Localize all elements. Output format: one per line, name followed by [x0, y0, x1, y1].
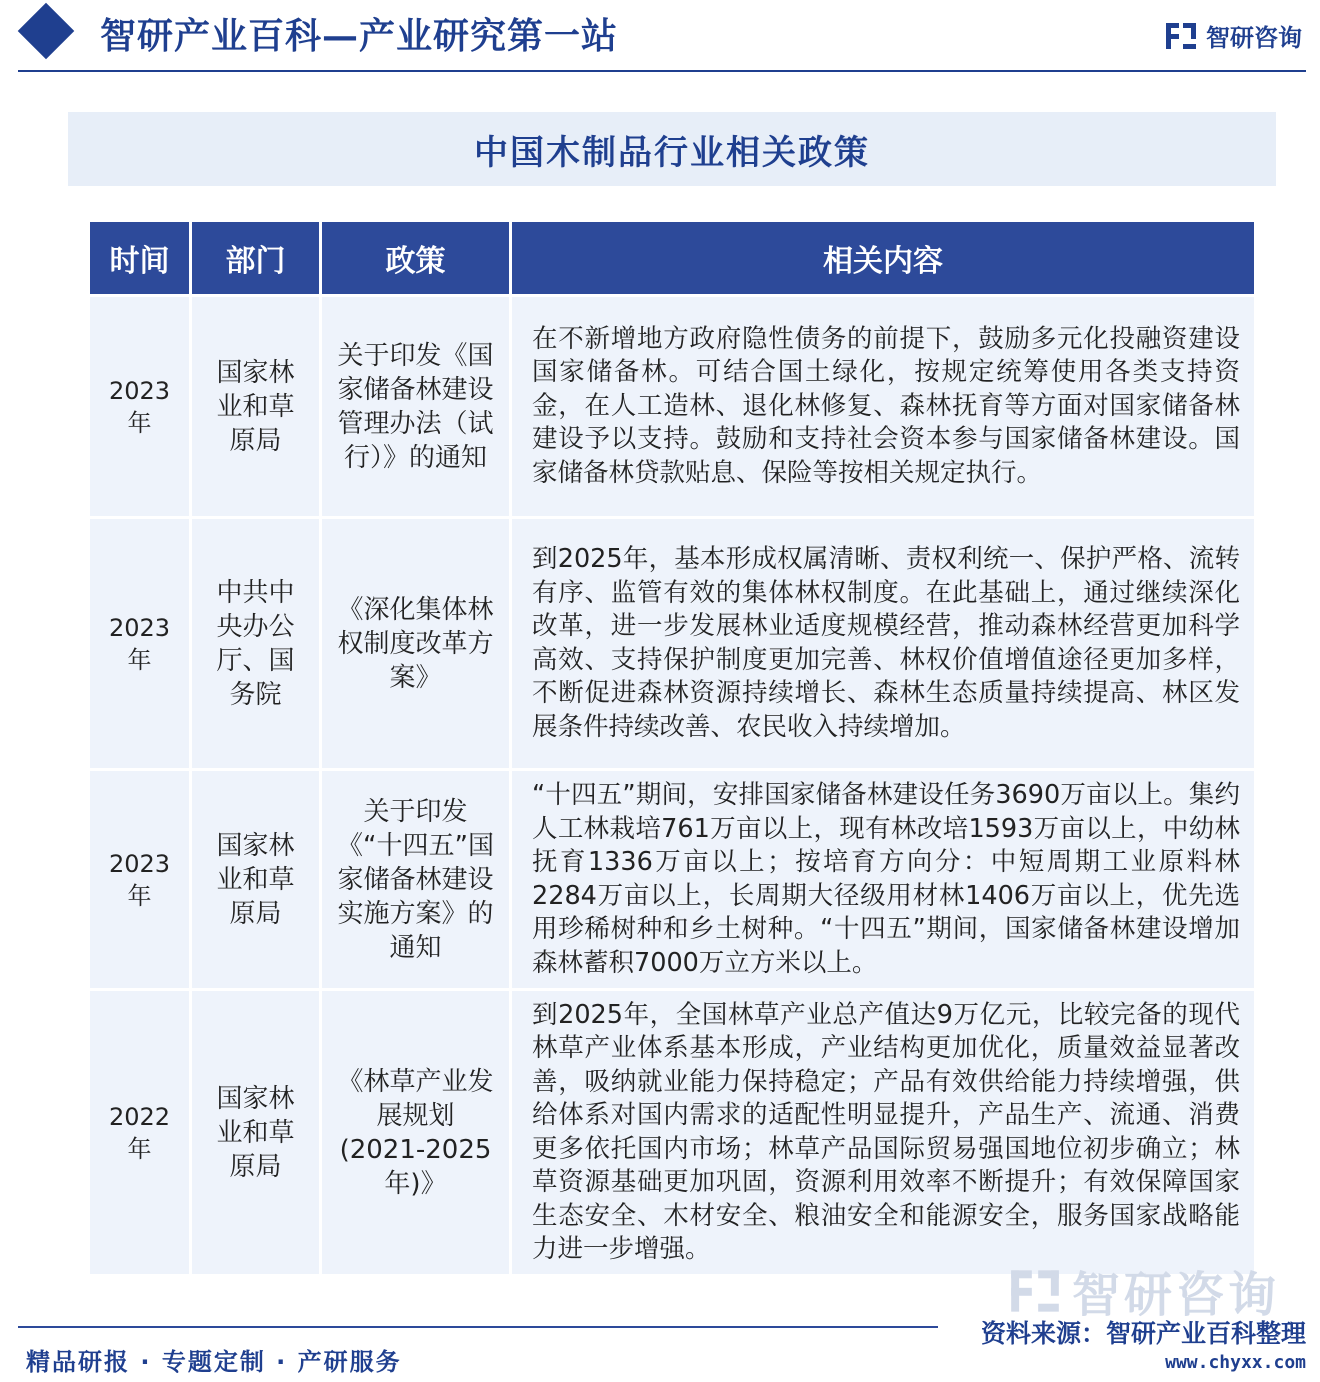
cell-policy: 关于印发《“十四五”国家储备林建设实施方案》的通知 — [322, 771, 512, 988]
footer-slogan: 精品研报 · 专题定制 · 产研服务 — [26, 1348, 402, 1376]
cell-department: 国家林业和草原局 — [192, 771, 322, 988]
cell-content: 在不新增地方政府隐性债务的前提下，鼓励多元化投融资建设国家储备林。可结合国土绿化，按规定统筹使用各类支持资金，在人工造林、退化林修复、森林抚育等方面对国家储备林建设予以支持。鼓励和支持社会资本参与国家储备林建设。国家储备林贷款贴息、保险等按相关规定执行。 — [512, 297, 1254, 516]
column-header-policy: 政策 — [322, 222, 512, 294]
table-row — [90, 516, 1254, 768]
column-header-content: 相关内容 — [512, 222, 1254, 294]
cell-time: 2022年 — [90, 991, 192, 1274]
diamond-icon — [18, 3, 75, 60]
policy-table — [90, 222, 1254, 1274]
cell-content: 到2025年，基本形成权属清晰、责权利统一、保护严格、流转有序、监管有效的集体林权制度。在此基础上，通过继续深化改革，进一步发展林业适度规模经营，推动森林经营更加科学高效、支持保护制度更加完善、林权价值增值途径更加多样，不断促进森林资源持续增长、森林生态质量持续提高、林区发展条件持续改善、农民收入持续增加。 — [512, 519, 1254, 768]
footer-divider — [18, 1326, 938, 1328]
cell-policy: 关于印发《国家储备林建设管理办法（试行）》的通知 — [322, 297, 512, 516]
cell-time: 2023年 — [90, 771, 192, 988]
brand-logo[interactable] — [1164, 18, 1302, 53]
watermark-text: 智研咨询 — [1071, 1267, 1280, 1323]
cell-policy: 《林草产业发展规划(2021-2025年)》 — [322, 991, 512, 1274]
cell-policy: 《深化集体林权制度改革方案》 — [322, 519, 512, 768]
page-title: 中国木制品行业相关政策 — [474, 132, 870, 173]
header-divider — [18, 70, 1306, 72]
column-header-department: 部门 — [192, 222, 322, 294]
table-row — [90, 768, 1254, 988]
page-title-banner — [68, 112, 1276, 186]
logo-text: 智研咨询 — [1206, 24, 1302, 52]
cell-content: 到2025年，全国林草产业总产值达9万亿元，比较完备的现代林草产业体系基本形成，产业结构更加优化，质量效益显著改善，吸纳就业能力保持稳定；产品有效供给能力持续增强，供给体系对国内需求的适配性明显提升，产品生产、流通、消费更多依托国内市场；林草产品国际贸易强国地位初步确立；林草资源基础更加巩固，资源利用效率不断提升；有效保障国家生态安全、木材安全、粮油安全和能源安全，服务国家战略能力进一步增强。 — [512, 991, 1254, 1274]
table-row — [90, 988, 1254, 1274]
cell-time: 2023年 — [90, 519, 192, 768]
website-link[interactable]: www.chyxx.com — [1165, 1352, 1306, 1373]
page-header — [0, 0, 1320, 74]
cell-department: 国家林业和草原局 — [192, 297, 322, 516]
column-header-time: 时间 — [90, 222, 192, 294]
cell-content: “十四五”期间，安排国家储备林建设任务3690万亩以上。集约人工林栽培761万亩以上，现有林改培1593万亩以上，中幼林抚育1336万亩以上；按培育方向分：中短周期工业原料林2284万亩以上，长周期大径级用材林1406万亩以上，优先选用珍稀树种和乡土树种。“十四五”期间，国家储备林建设增加森林蓄积7000万立方米以上。 — [512, 771, 1254, 988]
zhiyan-logo-icon — [1164, 19, 1198, 53]
table-header — [90, 222, 1254, 294]
site-title: 智研产业百科—产业研究第一站 — [100, 15, 619, 57]
cell-department: 国家林业和草原局 — [192, 991, 322, 1274]
watermark-logo-icon — [1008, 1264, 1062, 1318]
cell-department: 中共中央办公厅、国务院 — [192, 519, 322, 768]
cell-time: 2023年 — [90, 297, 192, 516]
table-row — [90, 294, 1254, 516]
data-source: 资料来源：智研产业百科整理 — [980, 1319, 1306, 1348]
